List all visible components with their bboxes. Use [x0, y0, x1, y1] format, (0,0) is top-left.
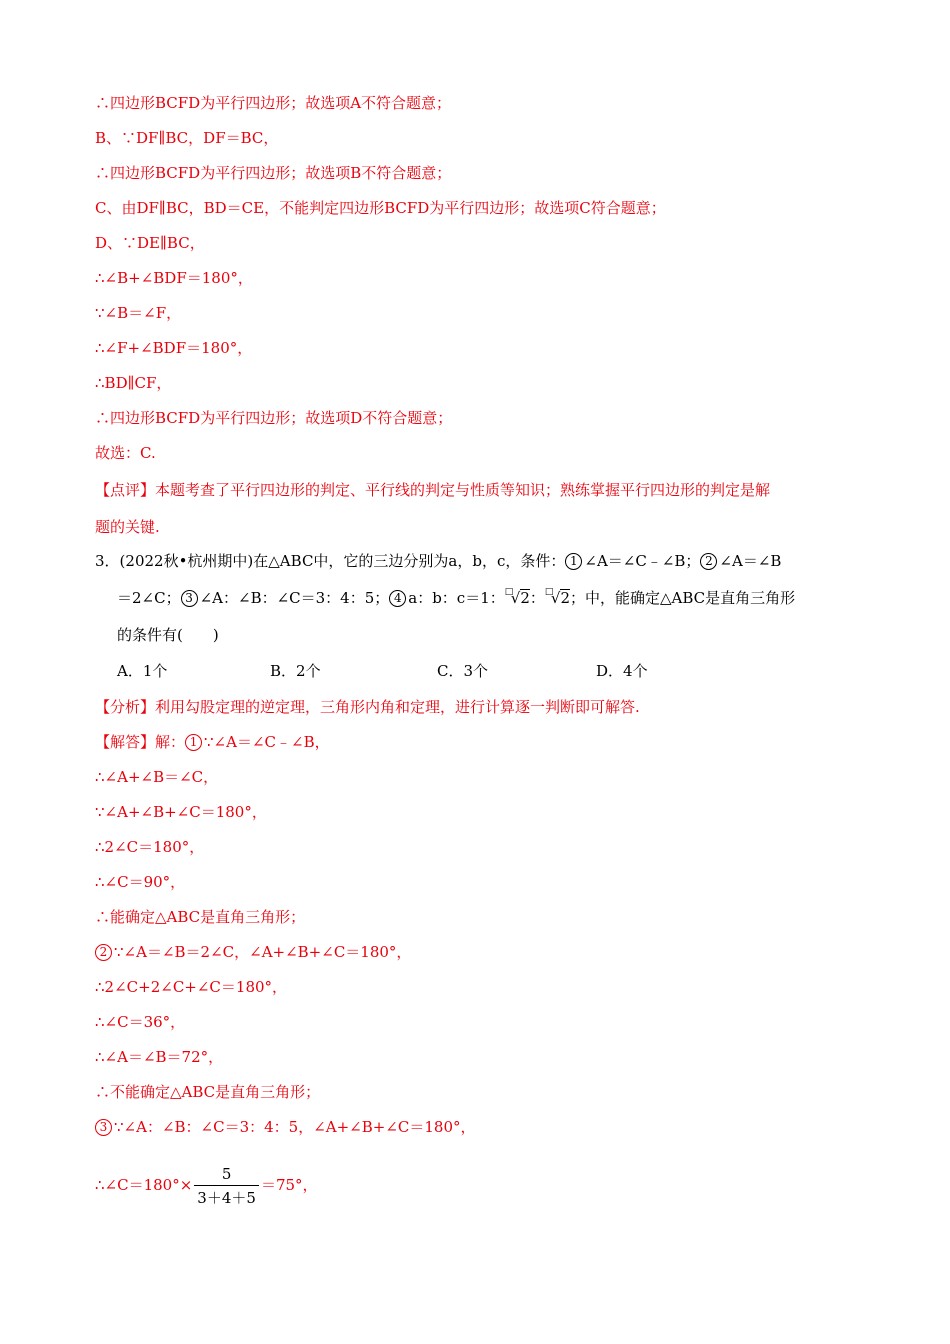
text-line: ∴四边形BCFD为平行四边形；故选项D不符合题意； — [95, 409, 453, 427]
solution-line: ∵∠A+∠B+∠C＝180°， — [95, 803, 267, 821]
question-3-line-3: 的条件有( ) — [117, 626, 219, 644]
option-c: C．3个 — [437, 662, 489, 680]
text-line: ∴BD∥CF， — [95, 374, 172, 392]
solution-line: 3 ∵∠A：∠B：∠C＝3：4：5，∠A+∠B+∠C＝180°， — [95, 1117, 476, 1137]
comment-line: 题的关键. — [95, 518, 160, 536]
text-line: ∵∠B＝∠F， — [95, 304, 182, 322]
solution-line: 【解答】解： 1 ∵∠A＝∠C﹣∠B， — [95, 733, 330, 751]
solution-line: ∴能确定△ABC是直角三角形； — [95, 908, 306, 926]
text-line: 故选：C. — [95, 444, 156, 462]
fraction — [194, 1163, 259, 1210]
fraction-numerator: 5 — [221, 1164, 232, 1183]
text-line: ∴四边形BCFD为平行四边形；故选项A不符合题意； — [95, 94, 452, 112]
option-d: D．4个 — [596, 662, 648, 680]
analysis-line: 【分析】利用勾股定理的逆定理，三角形内角和定理，进行计算逐一判断即可解答. — [95, 698, 640, 716]
circled-number-1: 1 — [565, 553, 582, 570]
option-a: A．1个 — [117, 662, 168, 680]
solution-line: ∴∠A＝∠B＝72°， — [95, 1048, 224, 1066]
text-line: D、∵DE∥BC， — [95, 234, 205, 252]
circled-number-3: 3 — [181, 590, 198, 607]
fraction-denominator: 3＋4＋5 — [194, 1185, 259, 1210]
solution-line: ∴2∠C+2∠C+∠C＝180°， — [95, 978, 288, 996]
option-b: B．2个 — [270, 662, 321, 680]
question-3-line-1: 3．(2022秋•杭州期中)在△ABC中，它的三边分别为a，b，c，条件： 1 ∠A＝∠C﹣∠B； 2 ∠A＝∠B — [95, 552, 782, 570]
circled-number-2: 2 — [95, 944, 112, 961]
solution-line: 2 ∵∠A＝∠B＝2∠C，∠A+∠B+∠C＝180°， — [95, 942, 411, 962]
comment-line: 【点评】本题考查了平行四边形的判定、平行线的判定与性质等知识；熟练掌握平行四边形的判定是解 — [95, 481, 771, 499]
text-line: ∴∠F+∠BDF＝180°， — [95, 339, 253, 357]
text-line: ∴∠B+∠BDF＝180°， — [95, 269, 253, 287]
text-line: ∴四边形BCFD为平行四边形；故选项B不符合题意； — [95, 164, 452, 182]
solution-line-fraction: ∴∠C＝180°× $\frac{5}{3+4+5}$ ＝75°， — [95, 1162, 318, 1210]
circled-number-1: 1 — [185, 734, 202, 751]
solution-line: ∴2∠C＝180°， — [95, 838, 205, 856]
solution-line: ∴∠C＝36°， — [95, 1013, 186, 1031]
solution-line: ∴∠C＝90°， — [95, 873, 186, 891]
text-line: C、由DF∥BC，BD＝CE，不能判定四边形BCFD为平行四边形；故选项C符合题意； — [95, 199, 666, 217]
circled-number-4: 4 — [389, 590, 406, 607]
text-line: B、∵DF∥BC，DF＝BC， — [95, 129, 279, 147]
solution-line: ∴不能确定△ABC是直角三角形； — [95, 1083, 321, 1101]
circled-number-2: 2 — [700, 553, 717, 570]
circled-number-3: 3 — [95, 1119, 112, 1136]
question-3-line-2: ＝2∠C； 3 ∠A：∠B：∠C＝3：4：5； 4 a：b：c＝1： □ √2： □ √2；中，能确定△ABC是直角三角形 — [117, 587, 796, 607]
radical: □ √2 — [504, 587, 530, 607]
radical: □ √2 — [544, 587, 570, 607]
solution-line: ∴∠A+∠B＝∠C， — [95, 768, 219, 786]
